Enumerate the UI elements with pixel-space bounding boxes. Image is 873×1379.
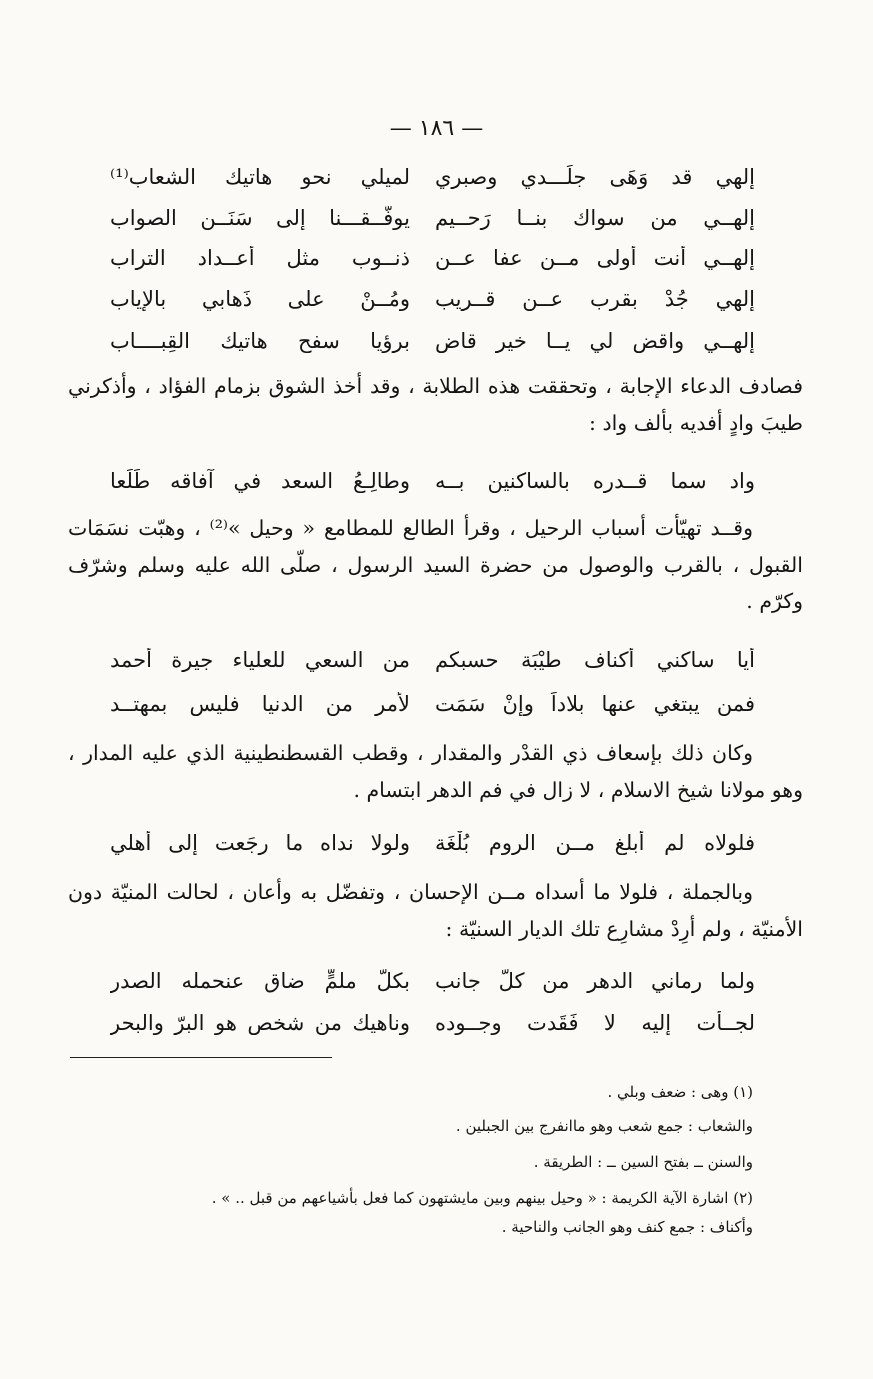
verse-hemistich-second: لأمر من الدنيا فليس بمهتــد	[110, 692, 410, 716]
prose-paragraph: وكان ذلك بإسعاف ذي القدْر والمقدار ، وقطب القسطنطينية الذي عليه المدار ، وهو مولانا شيخ الاسلام ، لا زال في فم الدهر ابتسام .	[68, 741, 803, 802]
prose-paragraph: وقــد تهيّأت أسباب الرحيل ، وقرأ الطالع للمطامع « وحيل »⁽²⁾ ، وهبّت نسَمَات القبول ، بالقرب والوصول من حضرة السيد الرسول ، صلّى الله عليه وسلم وشرّف وكرّم .	[68, 516, 803, 613]
verse-hemistich-second: لميلي نحو هاتيك الشعاب⁽¹⁾	[110, 165, 410, 189]
verse-hemistich-second: يوفّــقـــنا إلى سَنَــن الصواب	[110, 206, 410, 230]
verse-hemistich-second: من السعي للعلياء جيرة أحمد	[110, 648, 410, 672]
verse-line	[110, 823, 755, 863]
verse-hemistich-first: واد سما قــدره بالساكنين بــه	[435, 469, 755, 493]
verse-hemistich-first: إلهــي من سواك بنــا رَحــيم	[435, 206, 755, 230]
verse-hemistich-first: فمن يبتغي عنها بلاداً وإنْ سَمَت	[435, 692, 755, 716]
verse-line	[110, 684, 755, 724]
verse-hemistich-second: ذنــوب مثل أعــداد التراب	[110, 246, 410, 270]
verse-hemistich-second: وطالِـعُ السعد في آفاقه طَلَعا	[110, 469, 410, 493]
verse-hemistich-second: برؤيا سفح هاتيك القِبــــاب	[110, 329, 410, 353]
verse-hemistich-first: إلهي قد وَهَى جلَـــدي وصبري	[435, 165, 755, 189]
verse-hemistich-first: إلهي جُدْ بقرب عــن قــريب	[435, 287, 755, 311]
verse-hemistich-first: فلولاه لم أبلغ مــن الروم بُلْغَة	[435, 831, 755, 855]
verse-line	[110, 1003, 755, 1043]
prose-paragraph: فصادف الدعاء الإجابة ، وتحققت هذه الطلابة ، وقد أخذ الشوق بزمام الفؤاد ، وأذكرني طيبَ وادٍ أفديه بألف واد :	[68, 374, 803, 435]
prose-paragraph: وبالجملة ، فلولا ما أسداه مــن الإحسان ، وتفضّل به وأعان ، لحالت المنيّة دون الأمنيّة ، ولم أرِدْ مشارِع تلك الديار السنيّة :	[68, 880, 803, 941]
verse-line	[110, 157, 755, 197]
verse-line	[110, 961, 755, 1001]
verse-hemistich-second: ولولا نداه ما رجَعت إلى أهلي	[110, 831, 410, 855]
footnote: وأكناف : جمع كنف وهو الجانب والناحية .	[501, 1218, 753, 1236]
verse-line	[110, 461, 755, 501]
verse-line	[110, 321, 755, 361]
verse-hemistich-first: لجــأت إليه لا فَقَدت وجــوده	[435, 1011, 755, 1035]
verse-line	[110, 238, 755, 278]
verse-line	[110, 640, 755, 680]
verse-hemistich-second: ومُــنْ على ذَهابي بالإياب	[110, 287, 410, 311]
verse-line	[110, 198, 755, 238]
verse-hemistich-first: إلهــي واقض لي يــا خير قاض	[435, 329, 755, 353]
verse-line	[110, 279, 755, 319]
verse-hemistich-first: ولما رماني الدهر من كلّ جانب	[435, 969, 755, 993]
footnote: والسنن ــ بفتح السين ــ : الطريقة .	[533, 1153, 753, 1171]
footnote: (١) وهى : ضعف وبلي .	[607, 1083, 753, 1101]
verse-hemistich-second: بكلّ ملمٍّ ضاق عنحمله الصدر	[110, 969, 410, 993]
footnote: والشعاب : جمع شعب وهو ماانفرج بين الجبلين .	[455, 1117, 753, 1135]
footnote-separator	[70, 1057, 332, 1058]
page-number: — ١٨٦ —	[389, 116, 484, 141]
verse-hemistich-second: وناهيك من شخص هو البرّ والبحر	[110, 1011, 410, 1035]
footnote: (٢) اشارة الآية الكريمة : « وحيل بينهم وبين مايشتهون كما فعل بأشياعهم من قبل .. » .	[211, 1189, 753, 1207]
verse-hemistich-first: إلهــي أنت أولى مــن عفا عــن	[435, 246, 755, 270]
verse-hemistich-first: أيا ساكني أكناف طيْبَة حسبكم	[435, 648, 755, 672]
